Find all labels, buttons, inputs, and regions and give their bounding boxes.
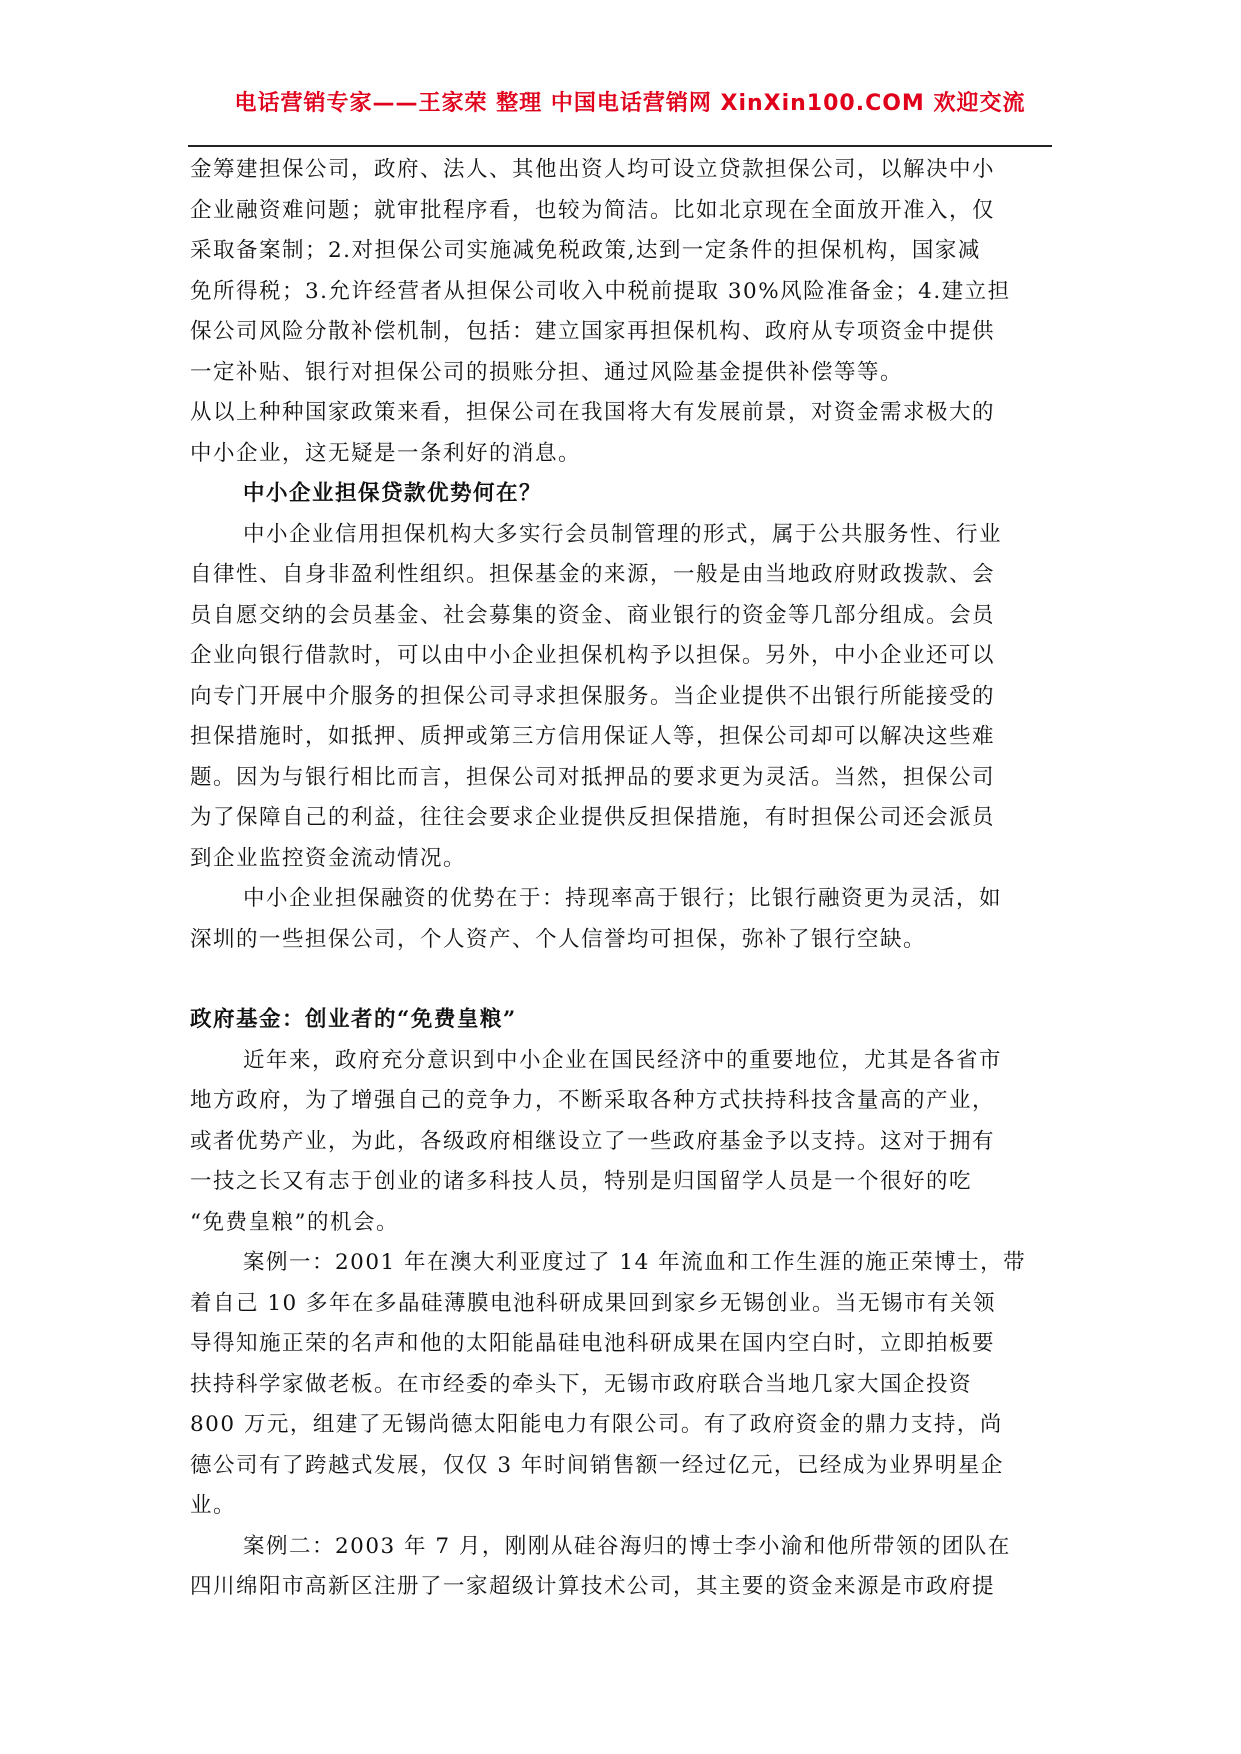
- text-line: 地方政府，为了增强自己的竞争力，不断采取各种方式扶持科技含量高的产业，: [190, 1088, 996, 1113]
- paragraph-case-two: [190, 1527, 1070, 1608]
- text-line: 四川绵阳市高新区注册了一家超级计算技术公司，其主要的资金来源是市政府提: [190, 1574, 996, 1599]
- text-line: “免费皇粮”的机会。: [190, 1209, 399, 1235]
- paragraph-guarantee-financing-advantage: [190, 879, 1070, 960]
- document-body: [190, 150, 1070, 1608]
- page-header-title: 电话营销专家——王家荣 整理 中国电话营销网 XinXin100.COM 欢迎交流: [234, 91, 1026, 116]
- text-line: 案例二：2003 年 7 月，刚刚从硅谷海归的博士李小渝和他所带领的团队在: [243, 1533, 1011, 1559]
- paragraph-case-one: [190, 1243, 1070, 1527]
- text-line: 深圳的一些担保公司，个人资产、个人信誉均可担保，弥补了银行空缺。: [190, 926, 927, 952]
- header-divider: [188, 145, 1052, 147]
- text-line: 中小企业，这无疑是一条利好的消息。: [190, 440, 582, 466]
- text-line: 业。: [190, 1493, 237, 1518]
- text-line: 到企业监控资金流动情况。: [190, 845, 467, 871]
- text-line: 扶持科学家做老板。在市经委的牵头下，无锡市政府联合当地几家大国企投资: [190, 1371, 973, 1397]
- text-line: 近年来，政府充分意识到中小企业在国民经济中的重要地位，尤其是各省市: [243, 1047, 1003, 1073]
- paragraph-outlook: [190, 393, 1070, 474]
- paragraph-guarantee-institutions: [190, 515, 1070, 880]
- text-line: 一定补贴、银行对担保公司的损账分担、通过风险基金提供补偿等等。: [190, 359, 904, 385]
- text-line: 800 万元，组建了无锡尚德太阳能电力有限公司。有了政府资金的鼎力支持，尚: [190, 1412, 1003, 1437]
- text-line: 免所得税；3.允许经营者从担保公司收入中税前提取 30%风险准备金；4.建立担: [190, 278, 1011, 304]
- text-line: 担保措施时，如抵押、质押或第三方信用保证人等，担保公司却可以解决这些难: [190, 724, 996, 749]
- text-line: 从以上种种国家政策来看，担保公司在我国将大有发展前景，对资金需求极大的: [190, 400, 996, 425]
- text-line: 案例一：2001 年在澳大利亚度过了 14 年流血和工作生涯的施正荣博士，带: [243, 1250, 1027, 1275]
- text-line: 自律性、自身非盈利性组织。担保基金的来源，一般是由当地政府财政拨款、会: [190, 562, 996, 587]
- text-line: 向专门开展中介服务的担保公司寻求担保服务。当企业提供不出银行所能接受的: [190, 683, 996, 709]
- text-line: 员自愿交纳的会员基金、社会募集的资金、商业银行的资金等几部分组成。会员: [190, 602, 996, 628]
- text-line: 中小企业信用担保机构大多实行会员制管理的形式，属于公共服务性、行业: [243, 521, 1003, 547]
- paragraph-government-fund-intro: [190, 1041, 1070, 1244]
- text-line: 采取备案制；2.对担保公司实施减免税政策,达到一定条件的担保机构，国家减: [190, 238, 981, 263]
- text-line: 题。因为与银行相比而言，担保公司对抵押品的要求更为灵活。当然，担保公司: [190, 764, 996, 790]
- text-line: 或者优势产业，为此，各级政府相继设立了一些政府基金予以支持。这对于拥有: [190, 1128, 996, 1154]
- text-line: 为了保障自己的利益，往往会要求企业提供反担保措施，有时担保公司还会派员: [190, 805, 996, 830]
- text-line: 德公司有了跨越式发展，仅仅 3 年时间销售额一经过亿元，已经成为业界明星企: [190, 1452, 1004, 1478]
- text-line: 企业融资难问题；就审批程序看，也较为简洁。比如北京现在全面放开准入，仅: [190, 197, 996, 223]
- paragraph-spacer: [190, 960, 1070, 1000]
- text-line: 一技之长又有志于创业的诸多科技人员，特别是归国留学人员是一个很好的吃: [190, 1169, 973, 1194]
- paragraph-guarantee-policy: [190, 150, 1070, 393]
- text-line: 企业向银行借款时，可以由中小企业担保机构予以担保。另外，中小企业还可以: [190, 643, 996, 668]
- section-heading-guarantee-advantage: 中小企业担保贷款优势何在？: [243, 481, 543, 506]
- text-line: 着自己 10 多年在多晶硅薄膜电池科研成果回到家乡无锡创业。当无锡市有关领: [190, 1290, 997, 1316]
- text-line: 金筹建担保公司，政府、法人、其他出资人均可设立贷款担保公司，以解决中小: [190, 157, 996, 182]
- text-line: 中小企业担保融资的优势在于：持现率高于银行；比银行融资更为灵活，如: [243, 886, 1003, 911]
- text-line: 保公司风险分散补偿机制，包括：建立国家再担保机构、政府从专项资金中提供: [190, 319, 996, 344]
- text-line: 导得知施正荣的名声和他的太阳能晶硅电池科研成果在国内空白时，立即拍板要: [190, 1331, 996, 1356]
- section-heading-government-fund: 政府基金：创业者的“免费皇粮”: [190, 1007, 517, 1032]
